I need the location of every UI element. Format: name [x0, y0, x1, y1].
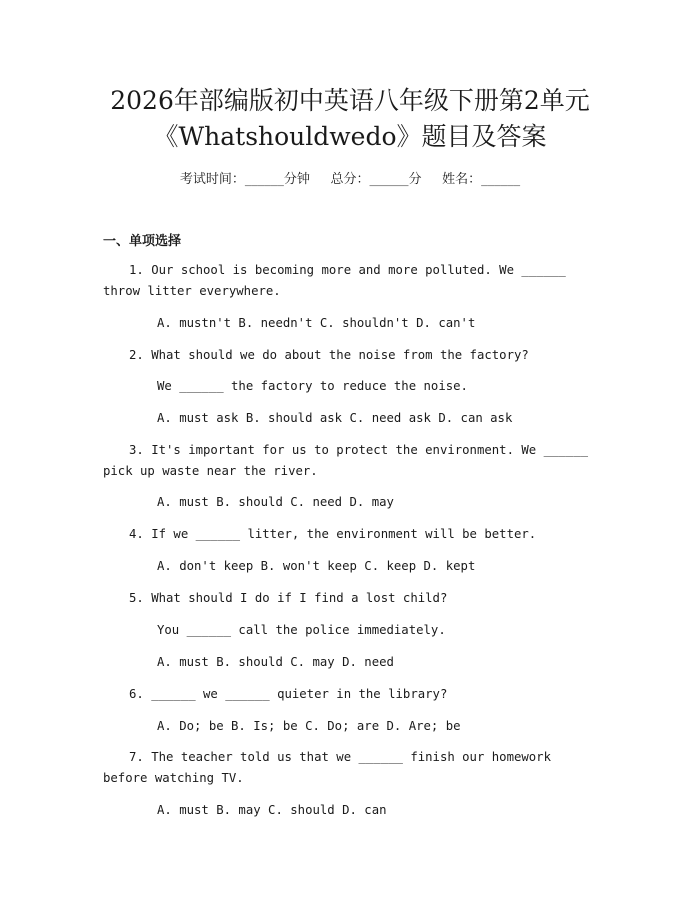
question-3-options: A. must B. should C. need D. may [157, 495, 394, 509]
question-2-stem: 2. What should we do about the noise from the factory? [129, 348, 529, 362]
question-1-stem: 1. Our school is becoming more and more polluted. We ______ throw litter everywhere. [103, 263, 566, 298]
question-7-options: A. must B. may C. should D. can [157, 803, 387, 817]
exam-info: 考试时间：______分钟 总分：______分 姓名：______ [179, 172, 521, 187]
question-7-stem: 7. The teacher told us that we ______ finish our homework before watching TV. [103, 750, 551, 785]
question-1-options: A. mustn't B. needn't C. shouldn't D. can't [157, 316, 476, 330]
question-6-stem: 6. ______ we ______ quieter in the library? [129, 687, 448, 701]
page-title-line1: 2026年部编版初中英语八年级下册第2单元 [110, 86, 590, 115]
question-2-options: A. must ask B. should ask C. need ask D. can ask [157, 411, 513, 425]
question-4-options: A. don't keep B. won't keep C. keep D. kept [157, 559, 476, 573]
question-5-sub: You ______ call the police immediately. [157, 623, 446, 637]
question-2-sub: We ______ the factory to reduce the noise. [157, 379, 468, 393]
section-title: 一、单项选择 [103, 234, 182, 249]
question-3-stem: 3. It's important for us to protect the environment. We ______ pick up waste near the river. [103, 443, 589, 478]
page-title-line2: 《Whatshouldwedo》题目及答案 [153, 122, 547, 151]
question-4-stem: 4. If we ______ litter, the environment will be better. [129, 527, 537, 541]
question-5-options: A. must B. should C. may D. need [157, 655, 394, 669]
question-5-stem: 5. What should I do if I find a lost child? [129, 591, 448, 605]
question-6-options: A. Do; be B. Is; be C. Do; are D. Are; be [157, 719, 461, 733]
